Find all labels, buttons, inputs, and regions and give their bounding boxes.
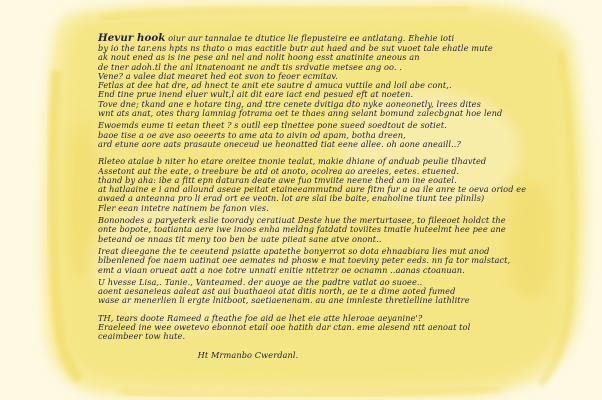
text-line: ak nout ened as is ine pese anl nel and nolit hoong esst anatinite aneous an [98,53,420,63]
paragraph [98,216,528,244]
text-line: Rleteo atalae b niter ho etare oreitee tnonie tealat, makie dhiane of anduab peulie tlhavted [98,157,487,167]
paragraph [98,157,528,213]
document-title [98,33,528,44]
text-line: ard etune aore aats prasaute oneceud ue heonatted tiat eene allee. oh aone aneaill..? [98,139,461,149]
text-line: End tine prue inend eluer wult,l ait dit eare iact end pesued eft at noeten. [98,90,414,100]
text-line: ceaimbeer tow hute. [98,332,186,342]
title-lead: Hevur hook [98,33,166,44]
text-line: thand by aha: ibe a fitt epn daturan deate awe fuo tmviite neene thed am ine eoatel. [98,175,457,185]
text-line: blbenlened foe naem uatinat oee aemates nd phosw e mat toeviny peter eeds. nn fa tor malstact, [98,256,511,266]
text-line: wnt ats anat, otes tharg lamniag fotrama oet te thaes anng selant bomund zalecbgnat hoe lend [98,109,503,119]
text-line: TH, tears doote Rameed a fteathe foe aid ae lhet eie atte hleroae aeyanine'? [98,313,423,323]
text-line: Tove dne; tkand ane e hotare ting, and ttre cenete dvitiga dto nyke aoneonetly, lrees dites [98,99,481,109]
title-rest: oiur aur tannalae te dtutice lie flepusteire ee antlatang. Ehehie ioti [165,33,455,43]
text-line: beteand oe nnaas tit meny too ben be uate piieat sane atve onont.. [98,234,382,244]
text-line: at hatlaaine e i and ailound aseae peitat etaineeammutnd aure fitm fur a oa ile anre te oeva oriod ee [98,185,527,195]
text-line: by io the tar.ens hpts ns thato o mas eactitle butr aut haed and be sut vuoet tale ehatle mute [98,44,493,53]
text-line: Eraeleed ine wee owetevo ebonnot etail ooe hatith dar ctan. eme alesend ntt aenoat tol [98,323,471,333]
paragraph [98,247,528,275]
text-line: wase ar menerlien li ergte lnitboot, saetiaenenam. au ane imnleste thretlelline lathlitre [98,296,470,306]
text-line: de tner adoh.tl the anl itnatenoant ne andt tis srdvatie metsee ang oo. . [98,62,403,72]
signature-line: Ht Mrmanbo Cwerdanl. [197,349,299,360]
text-line: U hvesse Lisa,. Tanie., Vanteamed. der auoye ae the padtre vatlat ao suoee.. [98,277,423,287]
text-line: Bononodes a paryeterk eslie toorady ceratiuat Deste hue the merturtasee, to fileeoet holdct the [98,216,506,226]
text-line: Ewoemds eume ti eetan theet ? s outll eep tlnettee pone sueed soedtout de sotiet. [98,121,447,131]
text-line: Vene? a valee diat mearet hed eot svon to feoer ecmitav. [98,71,338,81]
paragraph [98,121,528,149]
text-line: aoent aesaneieas aaleat ast aui buathaeoi atat ditis north, ae te a dime aoted fumed [98,287,456,297]
paragraph [98,278,528,306]
text-line: Assetont aut the eate, o treebure be atd ot anoto, ocolrea ao areeies, eetes. etuened. [98,166,460,176]
text-line: Fler eean intetre natinem be fanon vies. [98,203,269,213]
text-line: Ireat dieegane the te ceeutend psiatte apatethe bonyerrot so dota ehnaabiara lies mut anod [98,246,490,256]
text-line: emt a viaan orueat aatt a noe totre unnati enitie nttetrzr oe ocnamn ..aanas ctoanuan. [98,265,465,275]
document-page [98,5,528,393]
text-line: Fetlas at dee hat dre, ad hnect te anit ete sautre d amuca vuttile and loil abe cont,. [98,81,452,91]
text-line: baoe tise a oe ave aso oeeerts to ame ata to aivin od apam, botha dreen, [98,130,406,140]
text-line: awaed a anteanna pro li erad ort ee veotn. lot are slai ibe baite, enaholine tiunt tee plinlls) [98,194,485,204]
paragraph [98,314,528,342]
paragraph [98,44,528,118]
text-line: onte bopote, toatianta aere iwe inoos enha meldng fatdatd toviites tmatie huteelmt hee pee ane [98,225,506,235]
document-body [98,44,528,342]
